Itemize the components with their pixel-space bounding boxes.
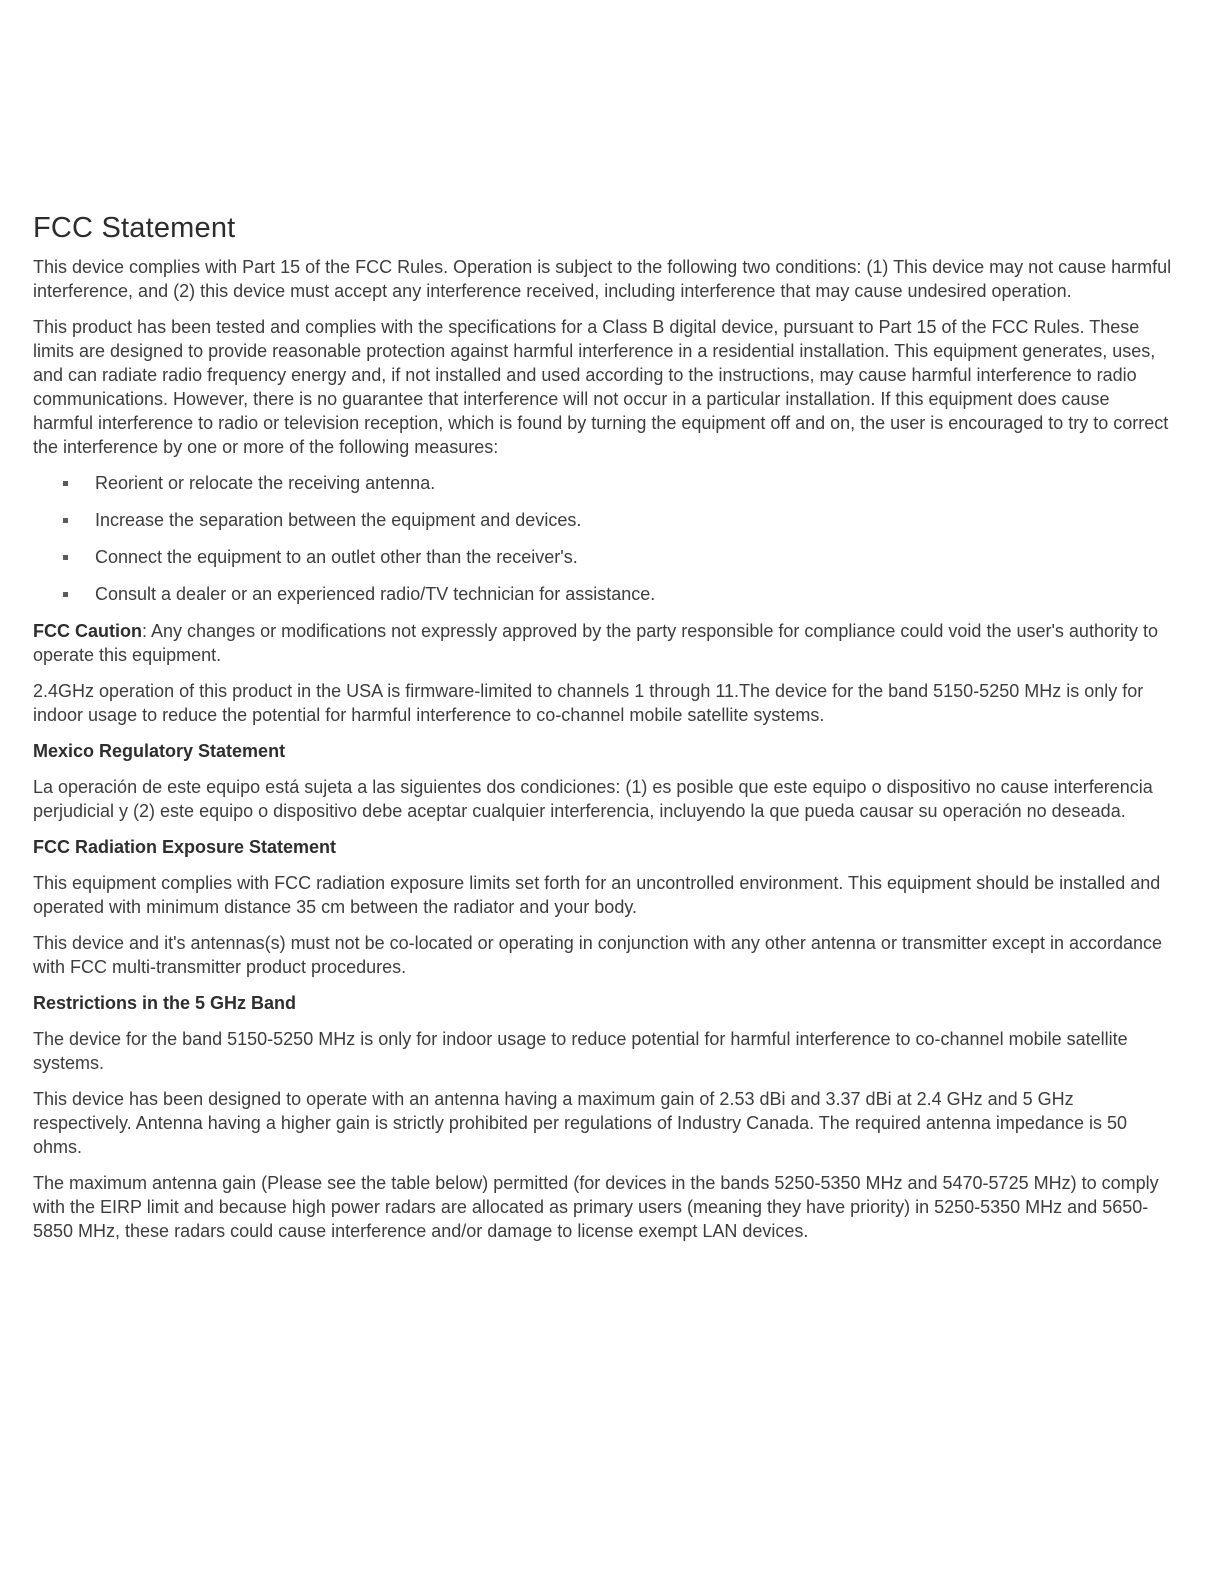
bullet-icon [63,555,68,560]
radiation-heading: FCC Radiation Exposure Statement [33,837,337,857]
fcc-compliance-paragraph: This device complies with Part 15 of the FCC Rules. Operation is subject to the following two conditions: (1) This device may not cause harmful interference, and (2) this device must accept any interference received, including interference that may cause undesired operation. [33,257,1172,301]
document-page [33,212,1173,1255]
band-operation-paragraph: 2.4GHz operation of this product in the USA is firmware-limited to channels 1 through 11.The device for the band 5150-5250 MHz is only for indoor usage to reduce the potential for harmful interference to co-channel mobile satellite systems. [33,681,1144,725]
radiation-paragraph-1: This equipment complies with FCC radiation exposure limits set forth for an uncontrolled environment. This equipment should be installed and operated with minimum distance 35 cm between the radiator and your body. [33,873,1161,917]
page-title: FCC Statement [33,212,236,244]
restrictions-paragraph-3: The maximum antenna gain (Please see the table below) permitted (for devices in the bands 5250-5350 MHz and 5470-5725 MHz) to comply with the EIRP limit and because high power radars are allocated as primary users (meaning they have priority) in 5250-5350 MHz and 5650-5850 MHz, these radars could cause interference and/or damage to license exempt LAN devices. [33,1173,1159,1241]
list-item: Connect the equipment to an outlet other than the receiver's. [33,545,1173,569]
fcc-caution-label: FCC Caution [33,621,142,641]
list-item: Consult a dealer or an experienced radio/TV technician for assistance. [33,582,1173,606]
bullet-icon [63,592,68,597]
list-item: Reorient or relocate the receiving antenna. [33,471,1173,495]
mexico-heading: Mexico Regulatory Statement [33,741,286,761]
bullet-icon [63,481,68,486]
restrictions-paragraph-2: This device has been designed to operate with an antenna having a maximum gain of 2.53 dBi and 3.37 dBi at 2.4 GHz and 5 GHz respectively. Antenna having a higher gain is strictly prohibited per regulations of Industry Canada. The required antenna impedance is 50 ohms. [33,1089,1128,1157]
radiation-paragraph-2: This device and it's antennas(s) must not be co-located or operating in conjunction with any other antenna or transmitter except in accordance with FCC multi-transmitter product procedures. [33,933,1163,977]
restrictions-paragraph-1: The device for the band 5150-5250 MHz is only for indoor usage to reduce potential for harmful interference to co-channel mobile satellite systems. [33,1029,1128,1073]
restrictions-heading: Restrictions in the 5 GHz Band [33,993,297,1013]
mexico-paragraph: La operación de este equipo está sujeta a las siguientes dos condiciones: (1) es posible que este equipo o dispositivo no cause interferencia perjudicial y (2) este equipo o dispositivo debe aceptar cualquier interferencia, incluyendo la que pueda causar su operación no deseada. [33,777,1153,821]
fcc-caution-text: : Any changes or modifications not expressly approved by the party responsible for compliance could void the user's authority to operate this equipment. [33,621,1158,665]
bullet-icon [63,518,68,523]
fcc-caution-paragraph [33,619,1173,667]
measures-list [33,471,1173,606]
list-item: Increase the separation between the equipment and devices. [33,508,1173,532]
class-b-paragraph: This product has been tested and complies with the specifications for a Class B digital device, pursuant to Part 15 of the FCC Rules. These limits are designed to provide reasonable protection against harmful interference in a residential installation. This equipment generates, uses, and can radiate radio frequency energy and, if not installed and used according to the instructions, may cause harmful interference to radio communications. However, there is no guarantee that interference will not occur in a particular installation. If this equipment does cause harmful interference to radio or television reception, which is found by turning the equipment off and on, the user is encouraged to try to correct the interference by one or more of the following measures: [33,317,1169,457]
